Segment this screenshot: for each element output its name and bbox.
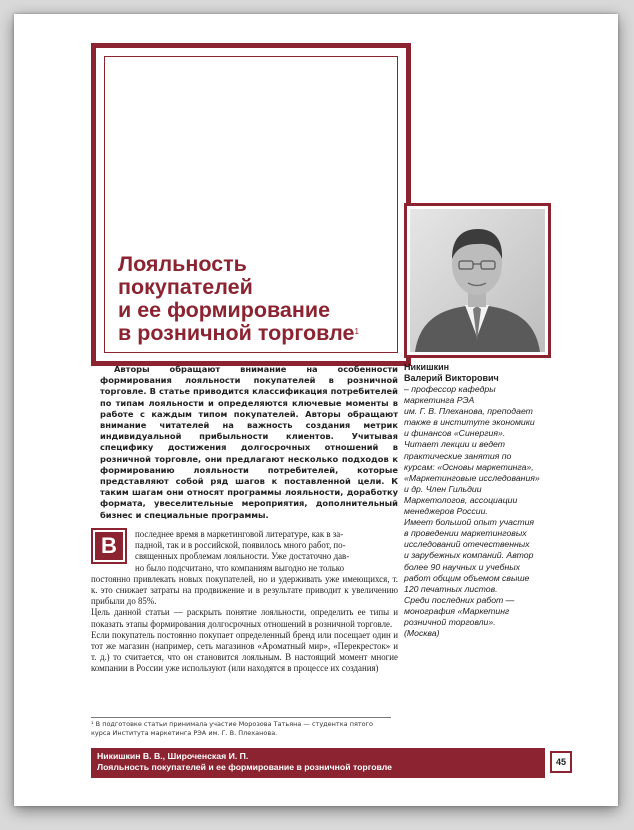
author-name: Валерий Викторович xyxy=(404,373,499,383)
page-number: 45 xyxy=(550,751,572,773)
article-body xyxy=(91,529,398,675)
magazine-page xyxy=(14,14,618,806)
author-sidebar xyxy=(404,362,554,639)
body-paragraph: постоянно привлекать новых покупателей, но и удерживать уже имеющихся, т. к. это снижает затраты на продвижение и в результате приводит к увеличению прибыли до 85%. xyxy=(91,573,398,607)
running-footer xyxy=(91,748,545,778)
title-line: Лояльность xyxy=(118,252,247,276)
title-line: покупателей xyxy=(118,275,253,299)
body-line: священных проблемам лояльности. Уже достаточно дав- xyxy=(135,551,350,562)
body-line: последнее время в маркетинговой литературе, как в за- xyxy=(135,529,344,539)
author-bio: – профессор кафедры маркетинга РЭА им. Г. В. Плеханова, преподает также в институте экономики и финансов «Синергия». Читает лекции и ведет практические занятия по курсам: «Основы маркетинга», «Маркетинговые исследования» и др. Член Гильдии Маркетологов, ассоциации менеджеров России. Имеет большой опыт участия в проведении маркетинговых исследований отечественных и зарубежных компаний. Автор более 90 научных и учебных работ общим объемом свыше 120 печатных листов. Среди последних работ — монография «Маркетинг розничной торговли». (Москва) xyxy=(404,384,540,639)
article-title xyxy=(118,253,359,345)
author-surname: Никишкин xyxy=(404,362,450,372)
body-paragraph: Если покупатель постоянно покупает определенный бренд или посещает один и тот же магазин (например, сеть магазинов «Ароматный мир», «Перекресток» и т. д.) то считается, что он становится лояльным. В настоящий момент многие компании в России уже используют (или находятся в процессе их создания) xyxy=(91,629,398,674)
author-photo-frame xyxy=(404,203,551,358)
body-line: но было подсчитано, что компаниям выгодно не только xyxy=(135,562,345,573)
footer-authors: Никишкин В. В., Широченская И. П. xyxy=(97,751,249,761)
author-photo xyxy=(410,209,545,352)
title-line: и ее формирование xyxy=(118,298,331,322)
title-footnote-mark: 1 xyxy=(354,327,359,336)
title-frame xyxy=(91,43,411,366)
footnote-divider xyxy=(91,717,391,718)
body-paragraph: Цель данной статьи — раскрыть понятие лояльности, определить ее типы и показать этапы формирования долгосрочных отношений в розничной торговле. xyxy=(91,607,398,629)
footnote: ¹ В подготовке статьи принимала участие Морозова Татьяна — студентка пятого курса Института маркетинга РЭА им. Г. В. Плеханова. xyxy=(91,720,374,737)
drop-cap: В xyxy=(91,528,127,564)
footer-title: Лояльность покупателей и ее формирование в розничной торговле xyxy=(97,762,393,772)
body-line: падной, так и в российской, появилось много работ, по- xyxy=(135,540,346,551)
portrait-illustration xyxy=(410,209,545,352)
article-abstract: Авторы обращают внимание на особенности формирования лояльности покупателей в розничной торговле. В статье приводится классификация потребителей по типам лояльности и определяются ключевые моменты в работе с каждым типом покупателей. Авторы обращают внимание читателей на важность создания метрик индивидуальной прибыльности клиентов. Учитывая специфику достижения долгосрочных отношений в розничной торговле, они предлагают несколько подходов к формированию лояльности потребителей, которые представляют собой ряд шагов к поставленной цели. К таким шагам они относят программы лояльности, доработку формата, увеселительные мероприятия, дополнительный бизнес и специальные программы. xyxy=(100,364,398,520)
title-line: в розничной торговле xyxy=(118,321,355,345)
